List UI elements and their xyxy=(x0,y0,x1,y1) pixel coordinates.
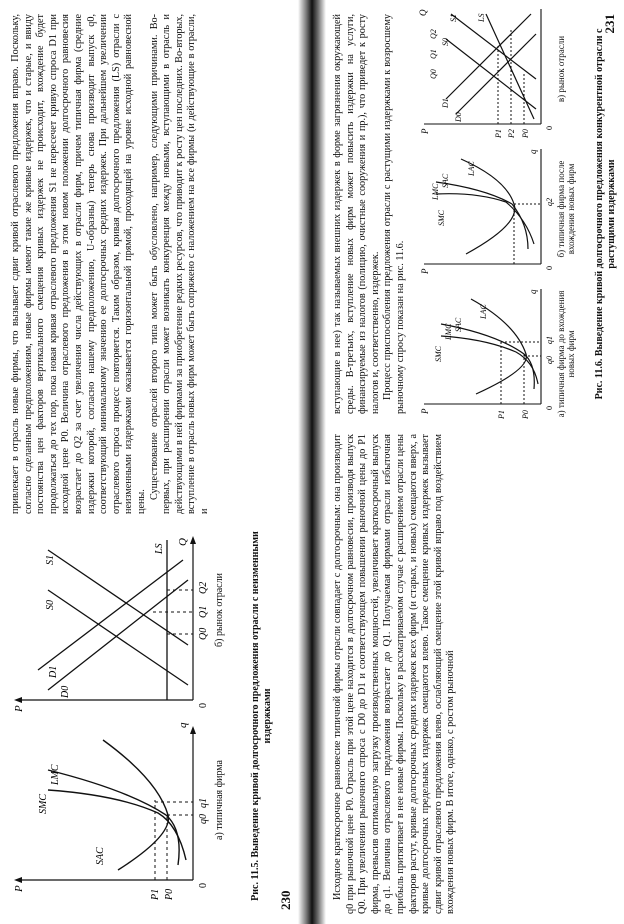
svg-text:Q1: Q1 xyxy=(429,49,438,59)
svg-text:q0: q0 xyxy=(545,356,554,364)
svg-text:SMC: SMC xyxy=(434,346,443,362)
svg-text:Q1: Q1 xyxy=(198,605,209,618)
label-P: P xyxy=(13,885,25,892)
svg-text:SMC: SMC xyxy=(437,210,446,226)
svg-text:LS: LS xyxy=(154,543,165,554)
svg-text:q: q xyxy=(177,722,189,728)
svg-text:P1: P1 xyxy=(497,410,506,419)
right-page xyxy=(324,0,624,924)
svg-text:P2: P2 xyxy=(507,129,516,138)
svg-text:Q2: Q2 xyxy=(198,581,209,594)
figure-11-5: P P1 P0 0 q q0 q1 SAC LMC SMC P 0 Q Q0 Q1 Q2 D0 D1 S0 S1 LS а) типичная фирма б) рынок отрасли xyxy=(8,530,248,910)
book-gutter xyxy=(298,0,326,924)
svg-text:LMC: LMC xyxy=(444,323,453,340)
figure-11-6: P P1 P0 0 q q0 q1 SMC LMC SAC LAC P 0 q q2 SMC LMC SAC LAC P P1 P2 P0 0 Q Q0 Q1 Q2 D0 D1 S0 S1 LS а) типичная фирма до вхождения новых фирм б) типичная фирма после вхождения новых фирм в) рынок отрасли xyxy=(416,4,588,424)
svg-text:SAC: SAC xyxy=(441,173,450,188)
svg-text:LMC: LMC xyxy=(50,764,61,785)
svg-text:Q: Q xyxy=(177,538,189,546)
svg-text:Q2: Q2 xyxy=(429,29,438,39)
svg-text:LS: LS xyxy=(477,13,486,22)
page-number-right: 231 xyxy=(602,14,617,34)
paragraph: Процесс приспособления предложения отрасли с растущими издержками к возросшему рыночному спросу показан на рис. 11.6. xyxy=(382,14,406,414)
paragraph: Существование отраслей второго типа может быть обусловлено, например, следующими причинами. Во-первых, при расширении отрасли может возникать конкуренция между новыми, вступающими в отрасль и действующими в ней фирмами за приобретение редких ресурсов, что приводит к росту цен последних. Во-вторых, вступление в отрасль новых фирм может быть сопряжено с наложением на все фирмы (и действующие в отрасли, и xyxy=(148,14,210,514)
svg-text:q1: q1 xyxy=(198,798,209,808)
svg-text:D0: D0 xyxy=(60,685,71,698)
svg-text:0: 0 xyxy=(545,126,554,130)
figure-11-6-graphs xyxy=(416,4,556,424)
figure-11-5-graphs xyxy=(8,530,213,910)
svg-text:Q0: Q0 xyxy=(198,627,209,640)
svg-text:Q0: Q0 xyxy=(429,69,438,79)
svg-text:LAC: LAC xyxy=(479,304,488,319)
svg-text:P0: P0 xyxy=(521,410,530,419)
left-page-text xyxy=(10,14,290,514)
svg-text:LMC: LMC xyxy=(431,183,440,200)
svg-text:q2: q2 xyxy=(545,198,554,206)
left-page xyxy=(0,0,300,924)
page-number-left: 230 xyxy=(278,890,293,910)
svg-text:P1: P1 xyxy=(150,888,161,900)
figure-11-6-caption: Рис. 11.6. Выведение кривой долгосрочного предложения конкурентной отрасли с растущими издержками xyxy=(594,28,617,400)
curve-SMC xyxy=(48,790,186,860)
svg-text:0: 0 xyxy=(198,703,209,708)
svg-text:SAC: SAC xyxy=(95,847,106,865)
svg-text:q1: q1 xyxy=(545,336,554,344)
svg-text:0: 0 xyxy=(545,406,554,410)
svg-text:q: q xyxy=(528,289,538,294)
svg-text:LAC: LAC xyxy=(467,161,476,176)
curve-LMC xyxy=(48,770,179,865)
paragraph: вступающие в нее) так называемых внешних издержек в форме загрязнения окружающей среды. В-третьих, вступление новых фирм может повысить издержки на услуги, финансируемые из налогов (полицию, очистные сооружения и пр.), что приведет к росту налогов и, соответственно, издержек. xyxy=(332,14,381,414)
curve-D1 xyxy=(38,560,183,670)
svg-text:D1: D1 xyxy=(48,665,59,678)
paragraph: привлекает в отрасль новые фирмы, что вызывает сдвиг кривой отраслевого предложения вправо. Поскольку, согласно сделанным предположениям, новые фирмы имеют такие же кривые издержек, что и старые, и ввиду постоянства цен факторов вертикального смещения кривых издержек не происходит, вхождение будет продолжаться до тех пор, пока новая кривая отраслевого предложения S1 не пересечет кривую спроса D1 при исходной цене P0. Величина отраслевого предложения в этом новом положении долгосрочного равновесия возрастает до Q2 за счет увеличения числа действующих в отрасли фирм, причем типичная фирма (средние издержки которой, согласно нашему предположению, U-образны) теперь снова производит выпуск q0, соответствующий минимальному значению ее долгосрочных средних издержек. При дальнейшем увеличении отраслевого спроса процесс повторяется. Таким образом, кривая долгосрочного предложения (LS) отрасли с неизменными издержками оказывается горизонтальной прямой, проходящей на уровне исходной равновесной цены. xyxy=(10,14,147,514)
svg-text:SMC: SMC xyxy=(38,794,49,814)
svg-text:0: 0 xyxy=(198,883,209,888)
svg-text:Q: Q xyxy=(418,9,428,16)
svg-text:SAC: SAC xyxy=(454,317,463,332)
svg-text:P0: P0 xyxy=(521,129,530,138)
right-page-body-text xyxy=(332,434,622,914)
svg-text:0: 0 xyxy=(545,266,554,270)
svg-text:q: q xyxy=(528,149,538,154)
figure-11-5-caption: Рис. 11.5. Выведение кривой долгосрочного предложения отрасли с неизменными издержками xyxy=(250,531,273,901)
right-page-top-text xyxy=(332,14,410,414)
paragraph: Исходное краткосрочное равновесие типичной фирмы отрасли совпадает с долгосрочным: она производит q0 при рыночной цене P0. Отрасль при этой цене находится в долгосрочном равновесии, производя выпуск Q0. При увеличении рыночного спроса с D0 до D1 и соответствующем повышении рыночной цены до P1 фирма, превысив оптимальную загрузку производственных мощностей, увеличивает краткосрочный выпуск до q1. Величина отраслевого предложения возрастает до Q1. Получаемая фирмами отрасли избыточная прибыль притягивает в нее новые фирмы. Поскольку в рассматриваемом случае с расширением отрасли цены факторов растут, кривые долгосрочных средних издержек всех фирм (и старых, и новых) смещаются вверх, а кривые долгосрочных предельных издержек смещаются влево. Такое смещение кривых издержек вызывает сдвиг кривой отраслевого предложения влево, ослабляющий смещение этой кривой вправо под воздействием вхождения новых фирм. В итоге, однако, с ростом рыночной xyxy=(332,434,457,914)
svg-text:P: P xyxy=(420,408,430,414)
svg-text:D1: D1 xyxy=(441,98,450,108)
svg-text:P: P xyxy=(420,268,430,274)
svg-text:P: P xyxy=(13,705,25,712)
svg-text:S1: S1 xyxy=(45,555,56,565)
svg-text:P1: P1 xyxy=(494,129,503,138)
svg-text:P0: P0 xyxy=(164,888,175,900)
svg-text:D0: D0 xyxy=(454,112,463,122)
svg-text:S1: S1 xyxy=(449,14,458,22)
svg-text:q0: q0 xyxy=(198,814,209,824)
svg-text:P: P xyxy=(420,128,430,134)
svg-text:S0: S0 xyxy=(441,38,450,46)
svg-text:S0: S0 xyxy=(45,600,56,610)
